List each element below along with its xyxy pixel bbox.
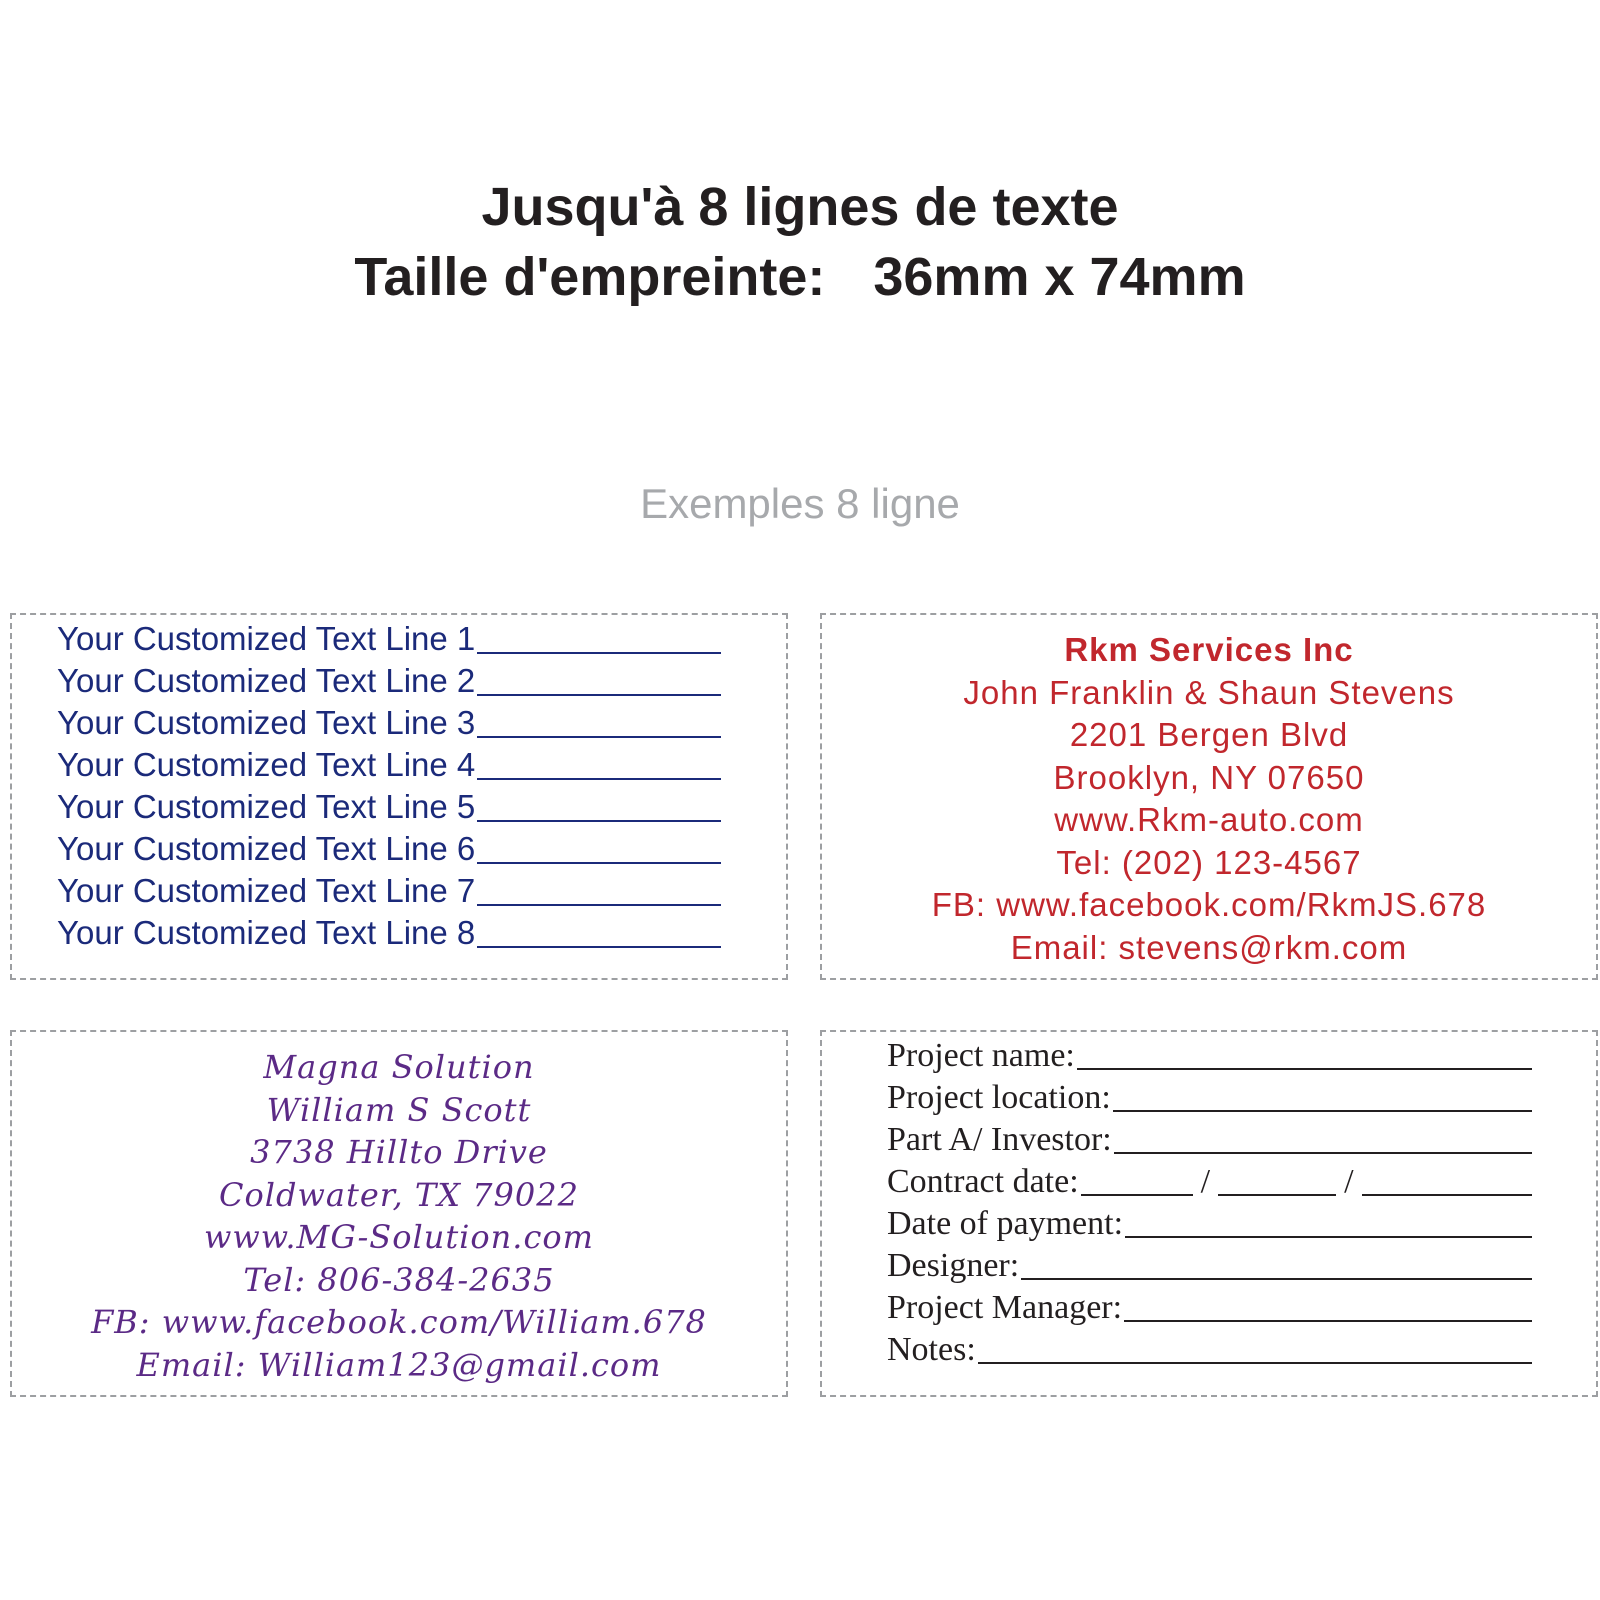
script-line: Magna Solution xyxy=(263,1048,535,1086)
form-label: Part A/ Investor: xyxy=(887,1121,1112,1158)
custom-line-text: Your Customized Text Line 7 xyxy=(57,872,476,909)
company-lines xyxy=(822,629,1596,969)
script-lines xyxy=(12,1046,786,1386)
example-custom-lines xyxy=(10,613,788,980)
form-row-date xyxy=(887,1160,1532,1202)
script-line: 3738 Hillto Drive xyxy=(250,1133,548,1171)
custom-line-text: Your Customized Text Line 4 xyxy=(57,746,476,783)
custom-line-rule xyxy=(477,735,721,738)
form-label: Notes: xyxy=(887,1331,976,1368)
form-row xyxy=(887,1076,1532,1118)
custom-line xyxy=(57,869,721,911)
examples-subheading: Exemples 8 ligne xyxy=(640,480,960,527)
form-blank xyxy=(1125,1235,1532,1238)
custom-line xyxy=(57,827,721,869)
custom-line-text: Your Customized Text Line 3 xyxy=(57,704,476,741)
date-blank-day xyxy=(1081,1193,1193,1196)
custom-line-rule xyxy=(477,651,721,654)
custom-line xyxy=(57,911,721,953)
example-form-stamp xyxy=(820,1030,1598,1397)
custom-line xyxy=(57,659,721,701)
script-line: www.MG-Solution.com xyxy=(204,1218,594,1256)
custom-line-text: Your Customized Text Line 5 xyxy=(57,788,476,825)
company-line: Tel: (202) 123-4567 xyxy=(1056,843,1362,881)
custom-line-rule xyxy=(477,861,721,864)
form-label: Designer: xyxy=(887,1247,1020,1284)
company-line: www.Rkm-auto.com xyxy=(1054,801,1364,838)
date-separator: / xyxy=(1200,1163,1211,1200)
imprint-size-value: 36mm x 74mm xyxy=(873,247,1246,307)
form-row xyxy=(887,1286,1532,1328)
form-blank xyxy=(1113,1109,1532,1112)
custom-line xyxy=(57,617,721,659)
custom-line-text: Your Customized Text Line 8 xyxy=(57,914,476,951)
custom-line xyxy=(57,785,721,827)
company-line: Brooklyn, NY 07650 xyxy=(1053,758,1365,796)
company-line: 2201 Bergen Blvd xyxy=(1069,716,1349,753)
custom-line-text: Your Customized Text Line 2 xyxy=(57,662,476,699)
form-row xyxy=(887,1244,1532,1286)
custom-line xyxy=(57,743,721,785)
company-line: Email: stevens@rkm.com xyxy=(1010,928,1408,966)
date-separator: / xyxy=(1344,1163,1354,1200)
script-line: FB: www.facebook.com/William.678 xyxy=(91,1303,707,1341)
script-line: William S Scott xyxy=(266,1090,532,1129)
company-name: Rkm Services Inc xyxy=(1064,631,1354,668)
form-label: Project name: xyxy=(887,1037,1075,1074)
date-blank-year xyxy=(1362,1193,1532,1196)
example-script-stamp xyxy=(10,1030,788,1397)
form-blank xyxy=(1114,1151,1532,1154)
title-line-2 xyxy=(0,242,1600,312)
form-label: Project Manager: xyxy=(887,1289,1123,1326)
custom-line xyxy=(57,701,721,743)
custom-line-text: Your Customized Text Line 1 xyxy=(57,620,476,657)
custom-line-rule xyxy=(477,693,721,696)
form-blank xyxy=(1021,1277,1532,1280)
form-row xyxy=(887,1118,1532,1160)
form-label: Project location: xyxy=(887,1079,1111,1116)
form-label: Contract date: xyxy=(887,1163,1079,1200)
title-line-1: Jusqu'à 8 lignes de texte xyxy=(481,177,1119,237)
form-blank xyxy=(1124,1319,1532,1322)
form-blank xyxy=(1077,1067,1532,1070)
company-line: FB: www.facebook.com/RkmJS.678 xyxy=(931,886,1487,923)
custom-line-text: Your Customized Text Line 6 xyxy=(57,830,476,867)
company-line: John Franklin & Shaun Stevens xyxy=(963,673,1455,711)
form-row xyxy=(887,1328,1532,1370)
date-blank-month xyxy=(1218,1193,1336,1196)
form-blank xyxy=(978,1361,1532,1364)
custom-line-rule xyxy=(477,945,721,948)
script-line: Coldwater, TX 79022 xyxy=(219,1175,579,1214)
custom-line-rule xyxy=(477,777,721,780)
custom-line-rule xyxy=(477,903,721,906)
form-row xyxy=(887,1202,1532,1244)
custom-line-rule xyxy=(477,819,721,822)
form-row xyxy=(887,1034,1532,1076)
script-line: Email: William123@gmail.com xyxy=(136,1345,662,1384)
form-label: Date of payment: xyxy=(887,1205,1124,1242)
imprint-size-label: Taille d'empreinte: xyxy=(354,247,826,307)
example-company-stamp xyxy=(820,613,1598,980)
script-line: Tel: 806-384-2635 xyxy=(243,1260,555,1299)
